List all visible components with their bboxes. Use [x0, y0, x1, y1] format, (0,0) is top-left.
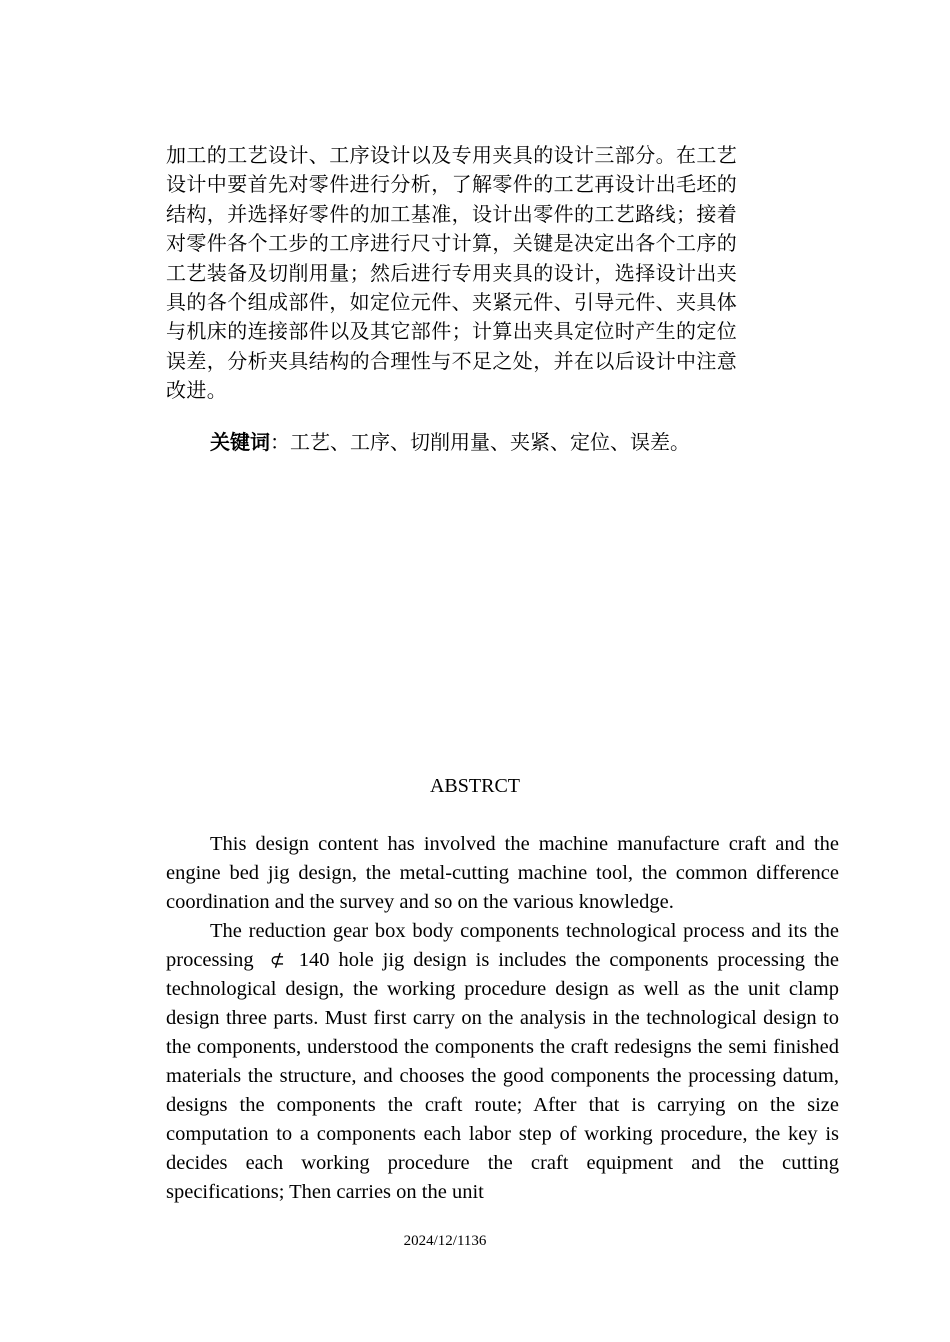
paragraph-2-start: The reduction gear box body components technological process and its the processing [166, 920, 839, 971]
keywords-text: 工艺、工序、切削用量、夹紧、定位、误差。 [290, 430, 690, 454]
chinese-abstract-body [166, 141, 786, 406]
chinese-abstract-line: 具的各个组成部件，如定位元件、夹紧元件、引导元件、夹具体 [166, 289, 738, 314]
english-abstract-body [166, 830, 839, 1207]
english-paragraph-2 [166, 917, 839, 1207]
chinese-abstract-line: 与机床的连接部件以及其它部件；计算出夹具定位时产生的定位 [166, 319, 738, 344]
chinese-abstract-line: 设计中要首先对零件进行分析，了解零件的工艺再设计出毛坯的 [166, 172, 738, 197]
paragraph-2-end: 140 hole jig design is includes the components processing the technological design, the working procedure design as well as the unit clamp design three parts. Must first carry on the analysis in the technological design to the components, understood the components the craft redesigns the semi finished materials the structure, and chooses the good components the processing datum, designs the components the craft route; After that is carrying on the size computation to a components each labor step of working procedure, the key is decides each working procedure the craft equipment and the cutting specifications; Then carries on the unit [166, 949, 839, 1203]
chinese-abstract-line: 工艺装备及切削用量；然后进行专用夹具的设计，选择设计出夹 [166, 260, 738, 285]
chinese-abstract-line: 改进。 [166, 378, 228, 403]
chinese-abstract-line: 误差，分析夹具结构的合理性与不足之处，并在以后设计中注意 [166, 348, 738, 373]
chinese-abstract-line: 对零件各个工步的工序进行尺寸计算，关键是决定出各个工序的 [166, 231, 738, 256]
keywords-line [210, 428, 810, 457]
english-paragraph-1: This design content has involved the machine manufacture craft and the engine bed jig design, the metal-cutting machine tool, the common difference coordination and the survey and so on the various knowledge. [166, 833, 839, 913]
chinese-abstract-line: 结构，并选择好零件的加工基准，设计出零件的工艺路线；接着 [166, 201, 738, 226]
english-abstract-title: ABSTRCT [429, 775, 521, 797]
keywords-label: 关键词 [210, 430, 270, 454]
keywords-colon: ： [270, 430, 290, 454]
phi-symbol: ⊄ [269, 950, 285, 971]
chinese-abstract-line: 加工的工艺设计、工序设计以及专用夹具的设计三部分。在工艺 [166, 143, 738, 167]
footer-page-stamp: 2024/12/1136 [403, 1233, 487, 1249]
